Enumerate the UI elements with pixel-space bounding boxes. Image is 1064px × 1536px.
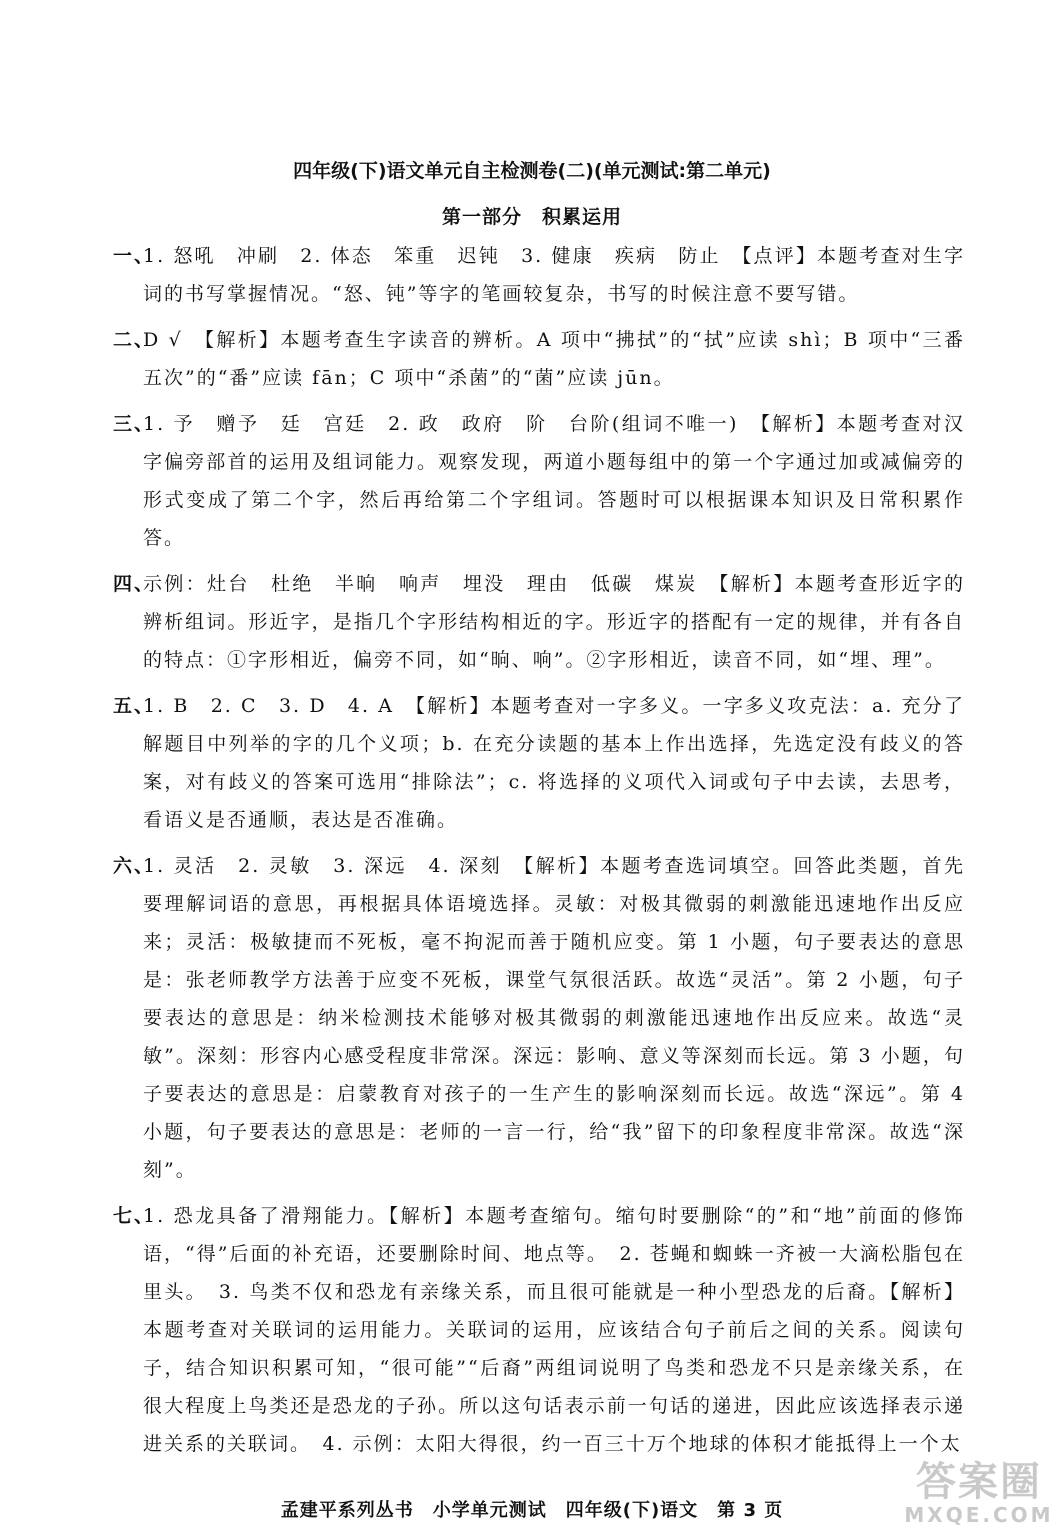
item-number: 五、 — [113, 695, 156, 717]
item-number: 二、 — [113, 329, 156, 351]
answer-item-5 — [113, 687, 965, 839]
answer-item-3 — [113, 405, 965, 557]
answer-item-1 — [113, 237, 965, 313]
page-title: 四年级(下)语文单元自主检测卷(二)(单元测试:第二单元) — [293, 160, 771, 182]
item-text: 1. B 2. C 3. D 4. A 【解析】本题考查对一字多义。一字多义攻克法：a. 充分了解题目中列举的字的几个义项；b. 在充分读题的基本上作出选择，先选定没有歧义的答案，对有歧义的答案可选用“排除法”；c. 将选择的义项代入词或句子中去读，去思考，看语义是否通顺，表达是否准确。 — [143, 695, 965, 831]
answer-list — [113, 237, 965, 1471]
answer-item-6 — [113, 847, 965, 1189]
watermark-main: 答案圈 — [916, 1459, 1042, 1505]
section-title: 第一部分 积累运用 — [441, 206, 622, 228]
answer-item-4 — [113, 565, 965, 679]
item-number: 一、 — [113, 245, 156, 267]
item-text: D √ 【解析】本题考查生字读音的辨析。A 项中“拂拭”的“拭”应读 shì；B 项中“三番五次”的“番”应读 fān；C 项中“杀菌”的“菌”应读 jūn。 — [143, 329, 965, 389]
item-number: 七、 — [113, 1205, 156, 1227]
page-footer: 孟建平系列丛书 小学单元测试 四年级(下)语文 第 3 页 — [280, 1500, 784, 1521]
item-text: 1. 予 赠予 廷 宫廷 2. 政 政府 阶 台阶(组词不唯一) 【解析】本题考查对汉字偏旁部首的运用及组词能力。观察发现，两道小题每组中的第一个字通过加或减偏旁的形式变成了第二个字，然后再给第二个字组词。答题时可以根据课本知识及日常积累作答。 — [143, 413, 965, 549]
item-text: 示例：灶台 杜绝 半晌 响声 埋没 理由 低碳 煤炭 【解析】本题考查形近字的辨析组词。形近字，是指几个字形结构相近的字。形近字的搭配有一定的规律，并有各自的特点：①字形相近，偏旁不同，如“晌、响”。②字形相近，读音不同，如“埋、理”。 — [143, 573, 965, 671]
answer-item-2 — [113, 321, 965, 397]
answer-item-7 — [113, 1197, 965, 1463]
item-number: 六、 — [113, 855, 156, 877]
item-text: 1. 恐龙具备了滑翔能力。【解析】本题考查缩句。缩句时要删除“的”和“地”前面的修饰语，“得”后面的补充语，还要删除时间、地点等。 2. 苍蝇和蜘蛛一齐被一大滴松脂包在里头。 3. 鸟类不仅和恐龙有亲缘关系，而且很可能就是一种小型恐龙的后裔。【解析】本题考查对关联词的运用能力。关联词的运用，应该结合句子前后之间的关系。阅读句子，结合知识积累可知，“很可能”“后裔”两组词说明了鸟类和恐龙不只是亲缘关系，在很大程度上鸟类还是恐龙的子孙。所以这句话表示前一句话的递进，因此应该选择表示递进关系的关联词。 4. 示例：太阳大得很，约一百三十万个地球的体积才能抵得上一个太 — [143, 1205, 965, 1455]
watermark-sub: MXQE.COM — [904, 1503, 1054, 1527]
item-text: 1. 怒吼 冲刷 2. 体态 笨重 迟钝 3. 健康 疾病 防止 【点评】本题考查对生字词的书写掌握情况。“怒、钝”等字的笔画较复杂，书写的时候注意不要写错。 — [143, 245, 965, 305]
watermark-logo — [904, 1460, 1054, 1530]
item-number: 三、 — [113, 413, 156, 435]
item-text: 1. 灵活 2. 灵敏 3. 深远 4. 深刻 【解析】本题考查选词填空。回答此类题，首先要理解词语的意思，再根据具体语境选择。灵敏：对极其微弱的刺激能迅速地作出反应来；灵活：极敏捷而不死板，毫不拘泥而善于随机应变。第 1 小题，句子要表达的意思是：张老师教学方法善于应变不死板，课堂气氛很活跃。故选“灵活”。第 2 小题，句子要表达的意思是：纳米检测技术能够对极其微弱的刺激能迅速地作出反应来。故选“灵敏”。深刻：形容内心感受程度非常深。深远：影响、意义等深刻而长远。第 3 小题，句子要表达的意思是：启蒙教育对孩子的一生产生的影响深刻而长远。故选“深远”。第 4 小题，句子要表达的意思是：老师的一言一行，给“我”留下的印象程度非常深。故选“深刻”。 — [143, 855, 965, 1181]
item-number: 四、 — [113, 573, 156, 595]
